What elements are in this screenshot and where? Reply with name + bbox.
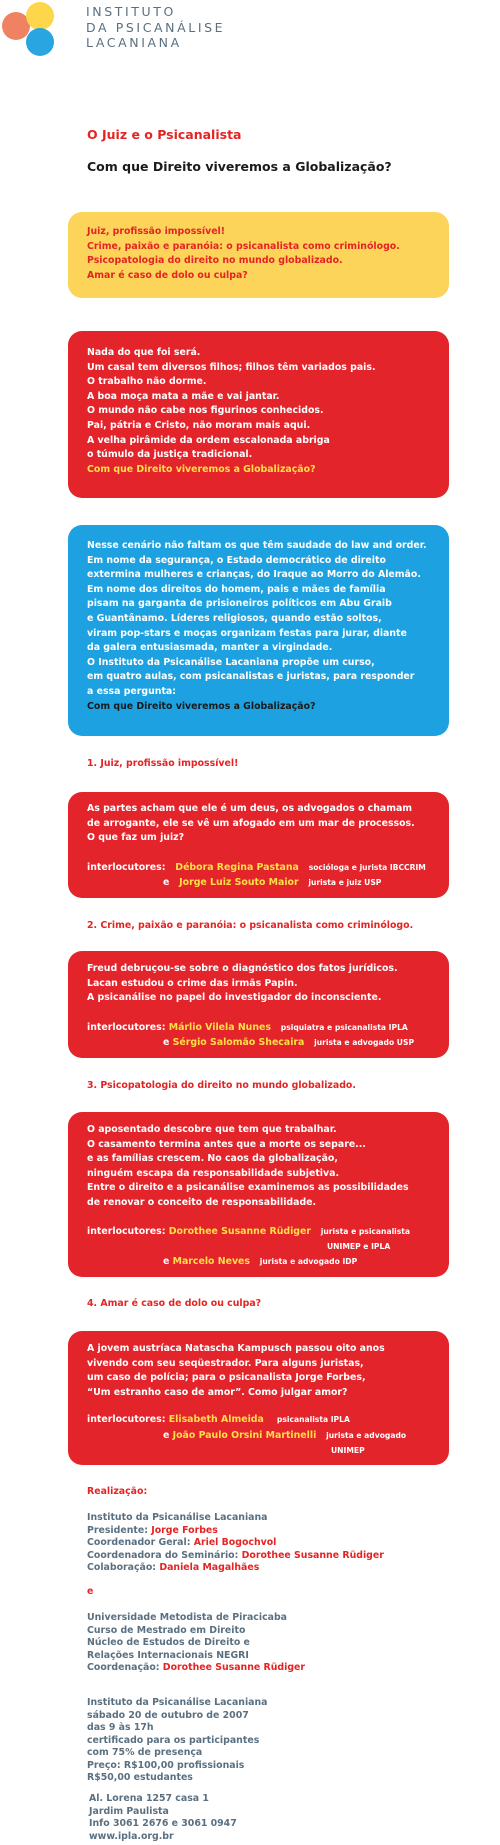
section-1-heading: 1. Juiz, profissão impossível! — [87, 758, 239, 769]
topic-line: Juiz, profissão impossível! — [87, 226, 226, 237]
connector: e — [163, 877, 170, 888]
and-connector: e — [87, 1586, 94, 1597]
info-line: Preço: R$100,00 profissionais — [87, 1759, 245, 1771]
interlocutor-row — [327, 1240, 390, 1255]
interlocutor-row — [163, 1429, 406, 1444]
realizacao-heading: Realização: — [87, 1486, 148, 1497]
section-text-line: de arrogante, ele se vê um afogado em um mar de processos. — [87, 817, 415, 829]
address-block — [89, 1793, 237, 1843]
info-line: sábado 20 de outubro de 2007 — [87, 1709, 249, 1721]
connector: e — [163, 1430, 170, 1441]
scenario-line: da galera entusiasmada, manter a virgindade. — [87, 642, 333, 654]
speaker-role: jurista e juiz USP — [308, 878, 382, 887]
interlocutors-label: interlocutores: — [87, 1414, 166, 1425]
intro-line: Um casal tem diversos filhos; filhos têm variados pais. — [87, 361, 376, 373]
interlocutors-label: interlocutores: — [87, 1226, 166, 1237]
section-text-line: “Um estranho caso de amor”. Como julgar amor? — [87, 1386, 348, 1398]
topics-box — [68, 212, 449, 298]
section-text-line: A jovem austríaca Natascha Kampusch passou oito anos — [87, 1343, 385, 1354]
interlocutor-row — [163, 1255, 357, 1270]
scenario-line: em quatro aulas, com psicanalistas e juristas, para responder — [87, 671, 415, 683]
scenario-line: a essa pergunta: — [87, 685, 177, 697]
section-2-box — [68, 951, 449, 1058]
info-line: Instituto da Psicanálise Lacaniana — [87, 1697, 268, 1708]
organizer-1 — [87, 1512, 384, 1575]
scenario-line: extermina mulheres e crianças, do Iraque ao Morro do Alemão. — [87, 569, 421, 581]
institute-name — [86, 4, 225, 51]
intro-line: A boa moça mata a mãe e vai jantar. — [87, 390, 280, 402]
ipla-logo — [0, 0, 62, 62]
info-line: certificado para os participantes — [87, 1734, 260, 1746]
page-subtitle: Com que Direito viveremos a Globalização? — [87, 159, 392, 174]
scenario-box — [68, 525, 449, 736]
section-text-line: e as famílias crescem. No caos da globalização, — [87, 1153, 338, 1165]
institute-line-2: DA PSICANÁLISE — [86, 19, 226, 35]
speaker-name: Jorge Luiz Souto Maior — [179, 877, 299, 888]
intro-line: A velha pirâmide da ordem escalonada abriga — [87, 434, 330, 446]
section-text-line: de renovar o conceito de responsabilidade. — [87, 1196, 317, 1208]
address-line: Al. Lorena 1257 casa 1 — [89, 1793, 209, 1804]
organizer-line: Curso de Mestrado em Direito — [87, 1624, 246, 1636]
logo-yellow-circle — [26, 2, 54, 30]
section-2-heading: 2. Crime, paixão e paranóia: o psicanalista como criminólogo. — [87, 920, 414, 931]
organizer-line: Coordenadora do Seminário: Dorothee Susanne Rüdiger — [87, 1549, 384, 1561]
intro-line: O trabalho não dorme. — [87, 376, 207, 388]
speaker-name: Márlio Vilela Nunes — [168, 1022, 271, 1033]
intro-box — [68, 331, 449, 498]
section-4-box — [68, 1331, 449, 1465]
scenario-line: pisam na garganta de prisioneiros políticos em Abu Graib — [87, 598, 392, 610]
logo-blue-circle — [26, 28, 54, 56]
speaker-name: Marcelo Neves — [172, 1256, 250, 1267]
scenario-question: Com que Direito viveremos a Globalização? — [87, 700, 316, 712]
section-3-heading: 3. Psicopatologia do direito no mundo globalizado. — [87, 1080, 356, 1091]
organizer-line: Núcleo de Estudos de Direito e — [87, 1637, 250, 1648]
speaker-name: Dorothee Susanne Rüdiger — [168, 1226, 311, 1237]
info-line: das 9 às 17h — [87, 1722, 154, 1733]
topic-line: Crime, paixão e paranóia: o psicanalista como criminólogo. — [87, 240, 400, 252]
section-text-line: Entre o direito e a psicanálise examinemos as possibilidades — [87, 1182, 409, 1194]
intro-line: o túmulo da justiça tradicional. — [87, 449, 253, 461]
speaker-role: jurista e psicanalista — [320, 1227, 411, 1236]
speaker-name: Elisabeth Almeida — [168, 1414, 264, 1425]
organizer-line: Presidente: Jorge Forbes — [87, 1524, 218, 1536]
organizer-line: Coordenação: Dorothee Susanne Rüdiger — [87, 1662, 306, 1673]
scenario-line: viram pop-stars e moças organizam festas para jurar, diante — [87, 627, 407, 639]
organizer-2 — [87, 1612, 305, 1675]
speaker-role-line2: UNIMEP — [331, 1446, 365, 1455]
info-line: com 75% de presença — [87, 1747, 203, 1758]
speaker-name: Débora Regina Pastana — [175, 862, 299, 873]
interlocutor-row — [87, 1225, 410, 1240]
speaker-name: João Paulo Orsini Martinelli — [172, 1430, 317, 1441]
section-1-box — [68, 792, 449, 898]
section-text-line: Freud debruçou-se sobre o diagnóstico dos fatos jurídicos. — [87, 963, 398, 974]
section-text-line: O aposentado descobre que tem que trabalhar. — [87, 1124, 337, 1135]
speaker-role: socióloga e jurista IBCCRIM — [308, 863, 426, 872]
organizer-line: Instituto da Psicanálise Lacaniana — [87, 1512, 268, 1523]
organizer-line: Coordenador Geral: Ariel Bogochvol — [87, 1537, 277, 1548]
interlocutor-row — [87, 861, 426, 876]
speaker-role-line2: UNIMEP e IPLA — [327, 1242, 391, 1251]
interlocutor-row — [331, 1444, 365, 1459]
interlocutor-row — [87, 1413, 350, 1428]
scenario-line: Em nome dos direitos do homem, pais e mães de família — [87, 583, 386, 595]
institute-line-1: INSTITUTO — [86, 4, 176, 19]
scenario-line: Em nome da segurança, o Estado democrático de direito — [87, 554, 386, 566]
interlocutors-label: interlocutores: — [87, 1022, 166, 1033]
speaker-role: jurista e advogado USP — [314, 1038, 415, 1047]
section-text-line: um caso de polícia; para o psicanalista Jorge Forbes, — [87, 1372, 366, 1384]
organizer-line: Colaboração: Daniela Magalhães — [87, 1562, 260, 1573]
address-line: Jardim Paulista — [89, 1805, 169, 1817]
section-text-line: As partes acham que ele é um deus, os advogados o chamam — [87, 803, 413, 814]
section-text-line: Lacan estudou o crime das irmãs Papin. — [87, 977, 298, 989]
organizer-line: Universidade Metodista de Piracicaba — [87, 1612, 288, 1623]
phone-info: Info 3061 2676 e 3061 0947 — [89, 1818, 237, 1829]
section-4-heading: 4. Amar é caso de dolo ou culpa? — [87, 1298, 262, 1309]
section-3-box — [68, 1112, 449, 1277]
section-text-line: O que faz um juiz? — [87, 832, 185, 844]
intro-line: Pai, pátria e Cristo, não moram mais aqui. — [87, 419, 311, 431]
section-text-line: vivendo com seu seqüestrador. Para alguns juristas, — [87, 1357, 364, 1369]
topic-line: Amar é caso de dolo ou culpa? — [87, 269, 248, 281]
connector: e — [163, 1256, 170, 1267]
speaker-role: psiquiatra e psicanalista IPLA — [280, 1023, 408, 1032]
speaker-name: Sérgio Salomão Shecaira — [172, 1037, 305, 1048]
intro-line: O mundo não cabe nos figurinos conhecidos. — [87, 405, 324, 417]
speaker-role: jurista e advogado — [326, 1431, 407, 1440]
speaker-role: jurista e advogado IDP — [259, 1257, 358, 1266]
scenario-line: e Guantânamo. Líderes religiosos, quando estão soltos, — [87, 612, 382, 624]
section-text-line: ninguém escapa da responsabilidade subjetiva. — [87, 1167, 340, 1179]
section-text-line: A psicanálise no papel do investigador do inconsciente. — [87, 992, 382, 1004]
interlocutors-label: interlocutores: — [87, 862, 166, 873]
info-line: R$50,00 estudantes — [87, 1772, 193, 1783]
section-text-line: O casamento termina antes que a morte os separe... — [87, 1138, 366, 1150]
website-link[interactable]: www.ipla.org.br — [89, 1830, 174, 1842]
interlocutor-row — [87, 1021, 408, 1036]
intro-line: Nada do que foi será. — [87, 347, 201, 358]
page-title: O Juiz e o Psicanalista — [87, 127, 242, 142]
interlocutor-row — [163, 876, 381, 891]
scenario-line: Nesse cenário não faltam os que têm saudade do law and order. — [87, 540, 427, 551]
institute-line-3: LACANIANA — [86, 35, 182, 50]
event-info — [87, 1697, 268, 1785]
intro-question: Com que Direito viveremos a Globalização? — [87, 463, 316, 475]
scenario-line: O Instituto da Psicanálise Lacaniana propõe um curso, — [87, 656, 375, 668]
interlocutor-row — [163, 1036, 414, 1051]
connector: e — [163, 1037, 170, 1048]
topic-line: Psicopatologia do direito no mundo globalizado. — [87, 255, 343, 267]
speaker-role: psicanalista IPLA — [276, 1415, 350, 1424]
organizer-line: Relações Internacionais NEGRI — [87, 1649, 249, 1661]
